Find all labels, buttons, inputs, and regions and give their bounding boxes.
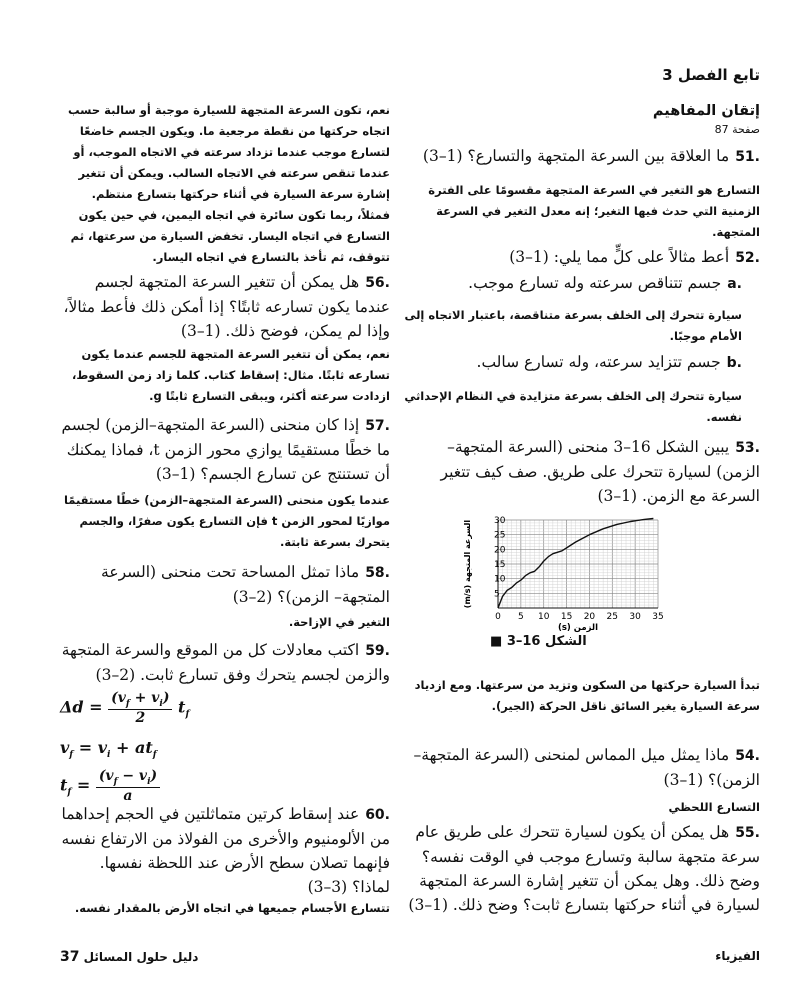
question-52b <box>400 350 742 375</box>
question-57 <box>60 413 390 486</box>
question-number: 55. <box>735 825 760 841</box>
eq-fraction: $\frac{(v_f + v_i)}{2}$ <box>108 690 172 726</box>
question-text: يبين الشكل 16–3 منحنى (السرعة المتجهة– الزمن) لسيارة تتحرك على طريق. صف كيف تتغير السرعة مع الزمن. (1–3) <box>440 438 760 505</box>
question-52 <box>400 245 760 270</box>
question-text: هل يمكن أن تتغير السرعة المتجهة لجسم عندما يكون تسارعه ثابتًا؟ إذا أمكن ذلك فأعط مثالاً، وإذا لم يمكن، فوضح ذلك. (1–3) <box>63 273 390 340</box>
x-tick-label: 35 <box>652 612 664 622</box>
question-number: 58. <box>365 565 390 581</box>
x-axis-label: الزمن (s) <box>557 623 599 633</box>
question-number: 57. <box>365 418 390 434</box>
eq-fraction: $\frac{(v_f - v_i)}{a}$ <box>96 768 160 804</box>
answer-60: تتسارع الأجسام جميعها في اتجاه الأرض بالمقدار نفسه. <box>74 901 390 915</box>
answer-51: التسارع هو التغير في السرعة المتجهة مقسومًا على الفترة الزمنية التي حدث فيها التغير؛ إنه معدل التغير في السرعة المتجهة. <box>428 183 760 239</box>
question-text: هل يمكن أن يكون لسيارة تتحرك على طريق عام سرعة متجهة سالبة وتسارع موجب في الوقت نفسه؟ وضح ذلك. وهل يمكن أن تتغير إشارة السرعة المتجهة لسيارة في أثناء حركتها بتسارع ثابت؟ وضح ذلك. (1–3) <box>408 823 760 914</box>
question-number: 51. <box>735 149 760 165</box>
y-tick-label: 25 <box>494 530 506 541</box>
question-56 <box>60 270 390 343</box>
part-label: a. <box>727 276 742 292</box>
question-text: ما العلاقة بين السرعة المتجهة والتسارع؟ (1–3) <box>422 147 730 165</box>
footer-subject: الفيزياء <box>715 949 760 963</box>
question-52a <box>400 271 742 296</box>
question-text: ماذا يمثل ميل المماس لمنحنى (السرعة المتجهة– الزمن)؟ (1–3) <box>413 746 760 789</box>
figure-caption-text: الشكل 16–3 <box>506 634 587 649</box>
page-number: 37 <box>60 949 80 965</box>
question-60 <box>60 802 390 899</box>
figure-caption <box>490 634 587 649</box>
answer-52a: سيارة تتحرك إلى الخلف بسرعة متناقصة، باعتبار الاتجاه إلى الأمام موجبًا. <box>404 308 742 343</box>
question-51 <box>400 144 760 169</box>
y-axis-label: السرعة المتجهة (m/s) <box>463 519 472 609</box>
question-55 <box>400 820 760 917</box>
x-tick-label: 30 <box>629 612 641 622</box>
eq-lhs: Δd = <box>60 697 103 717</box>
question-number: 59. <box>365 643 390 659</box>
section-title: إتقان المفاهيم <box>652 103 760 119</box>
question-text: أعط مثالاً على كلٍّ مما يلي: (1–3) <box>509 248 730 266</box>
equation-displacement: Δd = $\frac{(v_f + v_i)}{2}$ $t_f$ <box>60 690 190 726</box>
eq-var: v <box>60 738 70 757</box>
x-tick-label: 20 <box>583 612 596 622</box>
question-number: 53. <box>735 440 760 456</box>
part-text: جسم تتزايد سرعته، وله تسارع سالب. <box>476 353 721 371</box>
answer-58: التغير في الإزاحة. <box>288 615 390 629</box>
question-number: 60. <box>365 807 390 823</box>
part-text: جسم تتناقص سرعته وله تسارع موجب. <box>468 274 722 292</box>
question-number: 56. <box>365 275 390 291</box>
x-tick-label: 0 <box>495 612 501 622</box>
answer-53: تبدأ السيارة حركتها من السكون وتزيد من سرعتها. ومع ازدياد سرعة السيارة يغير السائق ناقل الحركة (الجير). <box>414 678 760 713</box>
y-tick-label: 30 <box>494 516 506 526</box>
page-ref: صفحة 87 <box>714 123 760 136</box>
equation-time: $t_f$ = $\frac{(v_f - v_i)}{a}$ <box>60 768 160 804</box>
y-tick-label: 20 <box>494 545 506 556</box>
y-tick-label: 5 <box>494 589 500 600</box>
question-number: 54. <box>735 748 760 764</box>
x-tick-label: 10 <box>537 612 550 622</box>
answer-57: عندما يكون منحنى (السرعة المتجهة–الزمن) خطًا مستقيمًا موازيًا لمحور الزمن t فإن التسارع يكون صفرًا، والجسم يتحرك بسرعة ثابتة. <box>63 493 390 549</box>
y-tick-label: 10 <box>494 574 506 585</box>
question-text: عند إسقاط كرتين متماثلتين في الحجم إحداهما من الألومنيوم والأخرى من الفولاذ من الارتفاع نفسه فإنهما تصلان سطح الأرض عند اللحظة نفسها. لماذا؟ (3–3) <box>61 805 390 896</box>
answer-55: نعم، تكون السرعة المتجهة للسيارة موجبة أو سالبة حسب اتجاه حركتها من نقطة مرجعية ما. ويكون الجسم خاضعًا لتسارع موجب عندما تزداد سرعته في الاتجاه الموجب، أو عندما تنقص سرعته في الاتجاه السالب. ويمكن أن تتغير إشارة سرعة السيارة في أثناء حركتها بتسارع منتظم. فمثلاً، ربما تكون سائرة في اتجاه اليمين، في حين يكون التسارع في اتجاه اليسار. تخفض السيارة من سرعتها، ثم تتوقف، ثم تأخذ بالتسارع في اتجاه اليسار. <box>67 103 390 264</box>
question-58 <box>60 560 390 609</box>
chapter-title: تابع الفصل 3 <box>662 66 760 84</box>
question-text: اكتب معادلات كل من الموقع والسرعة المتجهة والزمن لجسم يتحرك وفق تسارع ثابت. (2–3) <box>61 641 390 684</box>
question-text: إذا كان منحنى (السرعة المتجهة–الزمن) لجسم ما خطًا مستقيمًا يوازي محور الزمن t، فماذا يمكنك أن تستنتج عن تسارع الجسم؟ (1–3) <box>61 416 390 483</box>
part-label: b. <box>726 355 742 371</box>
question-text: ماذا تمثل المساحة تحت منحنى (السرعة المتجهة– الزمن)؟ (2–3) <box>101 563 390 606</box>
footer-page <box>60 949 198 965</box>
question-59 <box>60 638 390 687</box>
square-bullet-icon: ■ <box>490 634 503 649</box>
answer-54: التسارع اللحظي <box>668 800 760 814</box>
x-tick-label: 25 <box>606 612 619 622</box>
equation-velocity: $v_f = v_i + at_f$ <box>60 738 157 761</box>
question-53 <box>400 435 760 508</box>
answer-56: نعم، يمكن أن تتغير السرعة المتجهة للجسم عندما يكون تسارعه ثابتًا. مثال: إسقاط كتاب. كلما زاد زمن السقوط، ازدادت سرعته أكثر، ويبقى التسارع ثابتًا g. <box>71 347 390 403</box>
x-tick-label: 5 <box>517 612 524 622</box>
eq-var: t <box>60 775 68 795</box>
x-tick-label: 15 <box>560 612 573 622</box>
question-number: 52. <box>735 250 760 266</box>
question-54 <box>400 743 760 792</box>
y-tick-label: 15 <box>494 560 506 570</box>
footer-guide-title: دليل حلول المسائل <box>83 950 199 964</box>
answer-52b: سيارة تتحرك إلى الخلف بسرعة متزايدة في النظام الإحداثي نفسه. <box>404 389 742 424</box>
